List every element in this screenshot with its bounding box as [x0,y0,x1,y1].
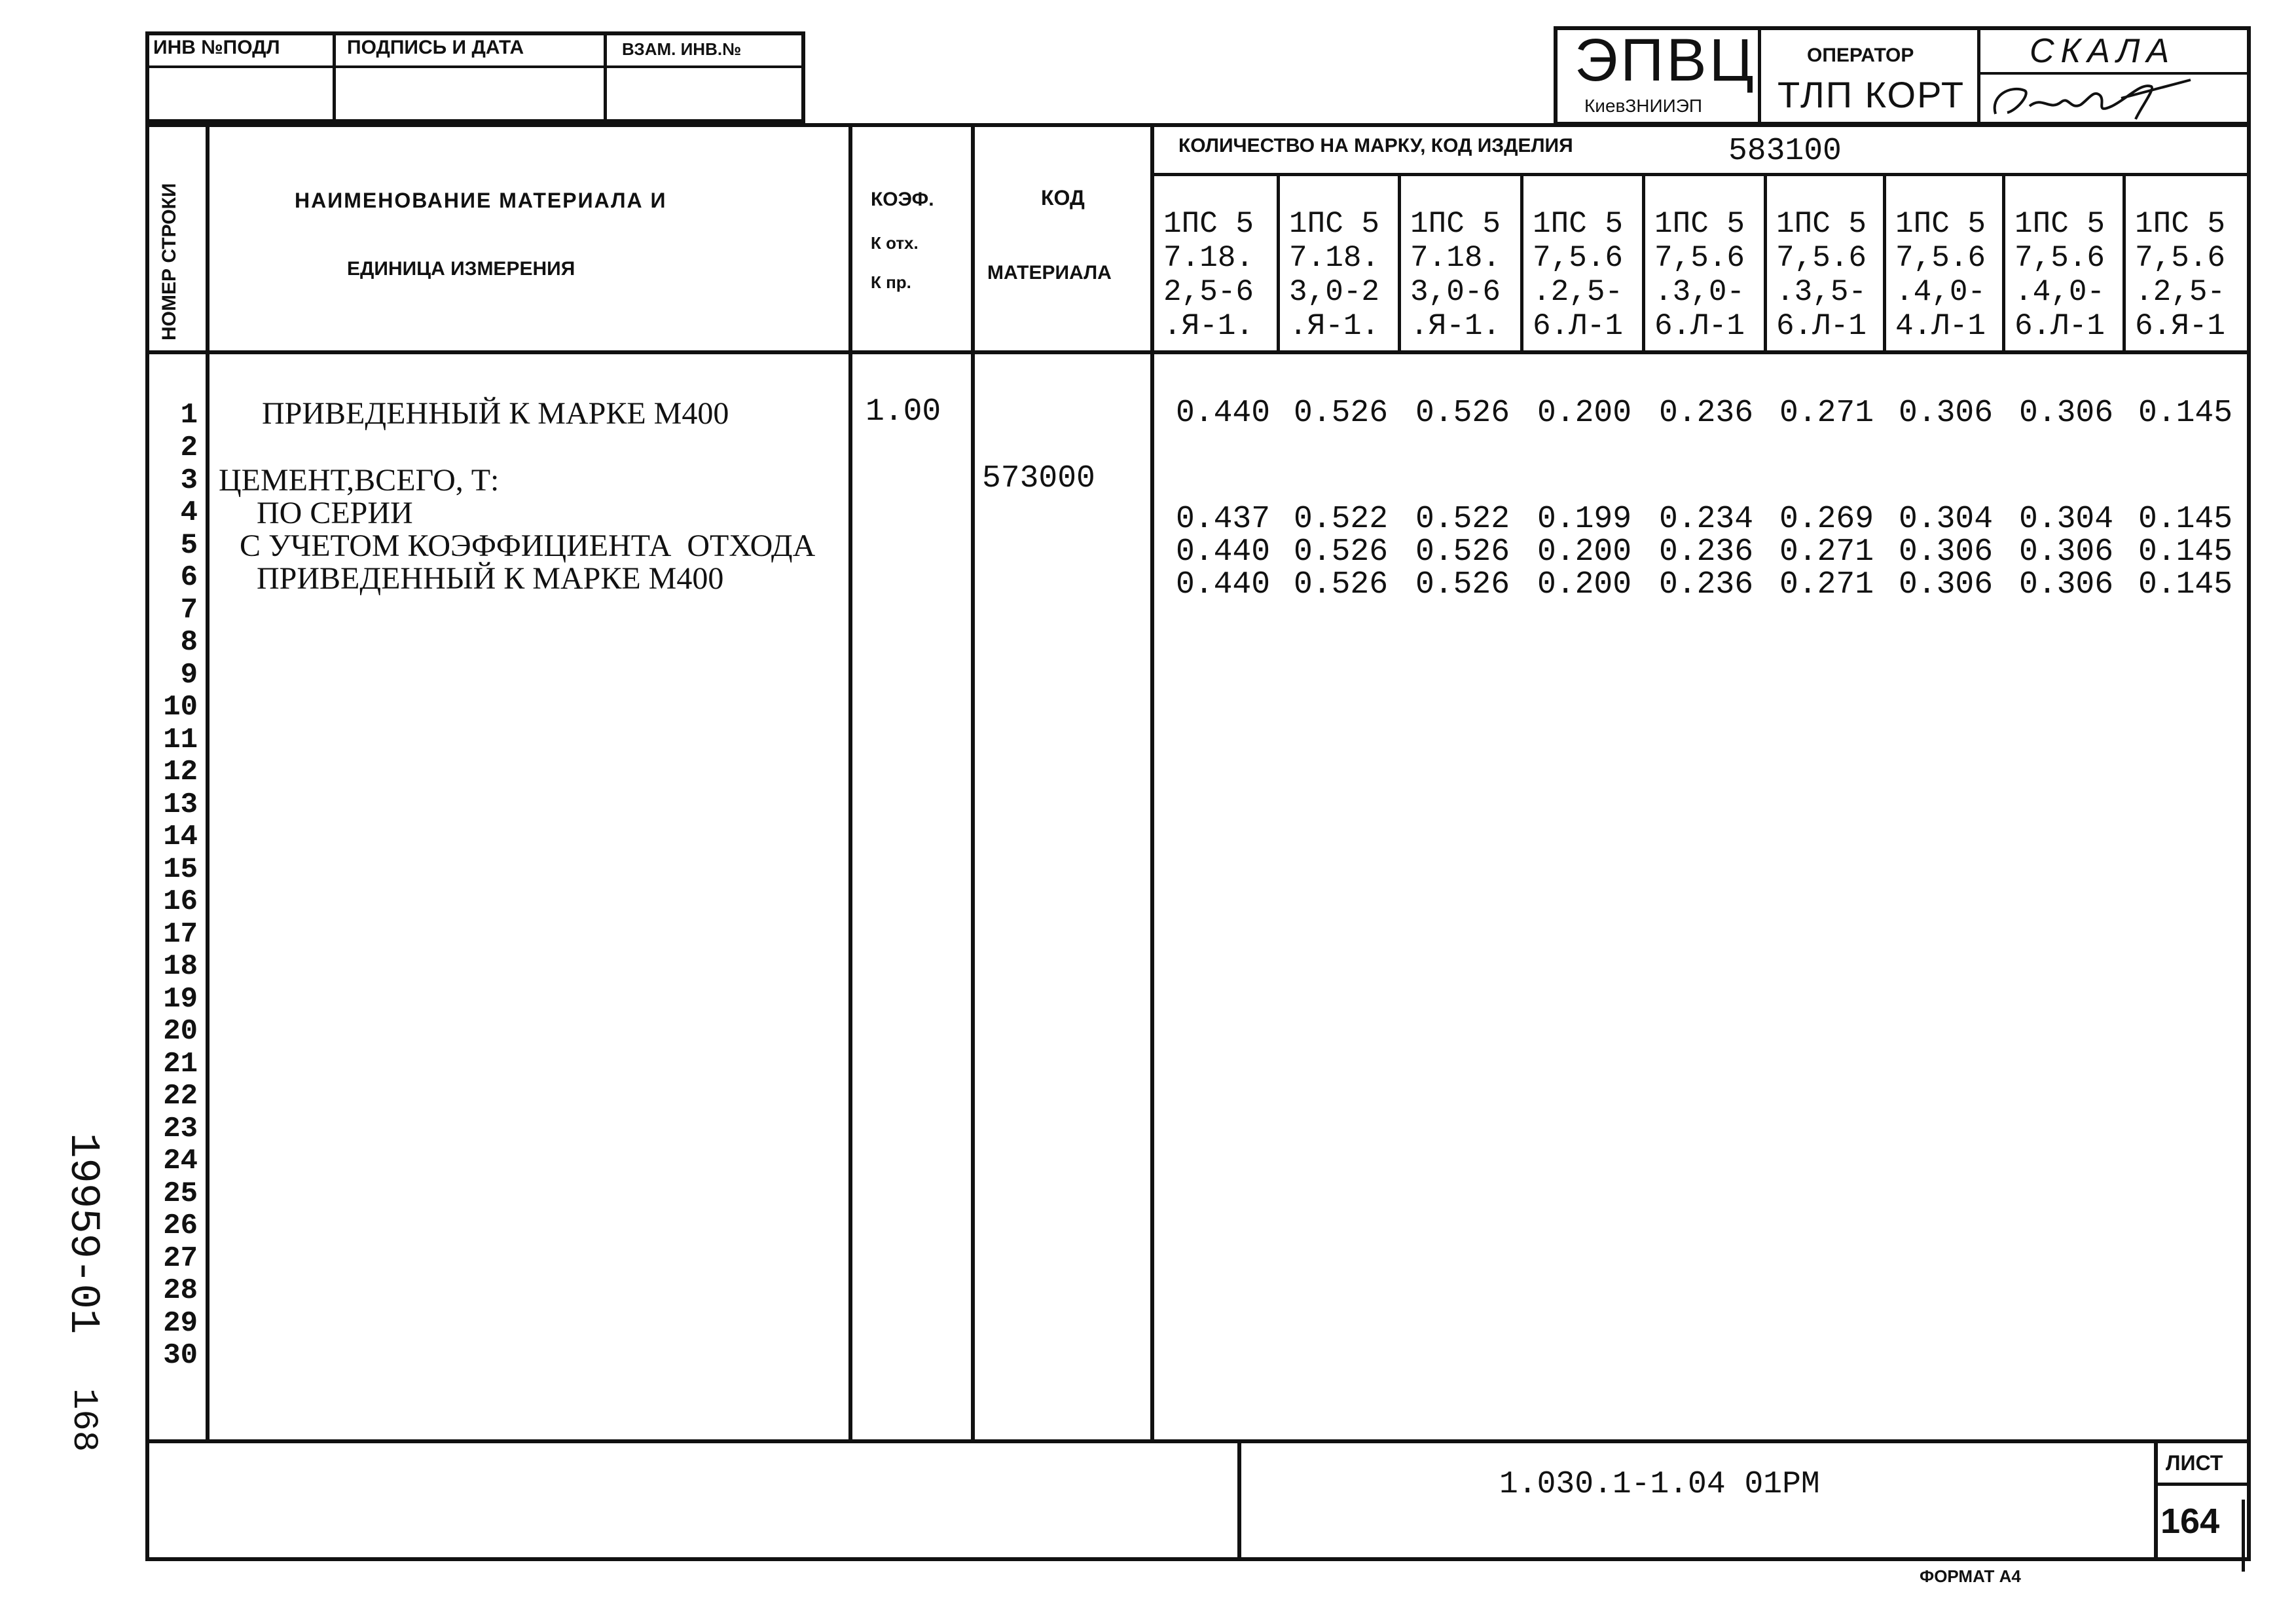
row-coef: 1.00 [866,394,941,430]
row-number: 6 [180,561,198,594]
sheet-label: ЛИСТ [2166,1451,2223,1475]
value-cell: 0.526 [1294,534,1389,570]
product-code: 583100 [1728,134,1842,169]
value-cell: 0.306 [1899,567,1994,602]
value-cell: 0.526 [1415,396,1510,431]
value-cell: 0.200 [1537,396,1632,431]
row-number: 23 [163,1113,198,1145]
page-number: 168 [64,1388,103,1452]
operator-value: ТЛП КОРТ [1777,74,1965,115]
row-number: 17 [163,918,198,951]
value-cell: 0.440 [1176,534,1271,570]
row-number: 7 [180,594,198,627]
value-cell: 0.145 [2138,396,2233,431]
row-code: 573000 [982,461,1095,496]
row-number: 30 [163,1339,198,1372]
archive-number: 19959-01 [59,1133,106,1335]
row-number: 19 [163,983,198,1016]
format-label: ФОРМАТ А4 [1920,1566,2021,1586]
row-number: 2 [180,432,198,464]
value-cell: 0.145 [2138,502,2233,537]
row-text: ПРИВЕДЕННЫЙ К МАРКЕ М400 [257,561,724,596]
operator-signature [1984,76,2193,124]
vzam-inv-label: ВЗАМ. ИНВ.№ [622,39,742,59]
value-cell: 0.306 [2019,396,2114,431]
value-cell: 0.304 [1899,502,1994,537]
material-name-header-1: НАИМЕНОВАНИЕ МАТЕРИАЛА И [295,189,667,212]
values-row-6 [1159,567,2259,604]
mark-header: 1ПС 5 7.18. 3,0-6 .Я-1. [1410,207,1501,343]
sheet-number: 164 [2160,1502,2220,1541]
coef-header-3: К пр. [871,272,911,292]
value-cell: 0.271 [1779,534,1874,570]
values-row-4 [1159,502,2259,538]
value-cell: 0.526 [1415,567,1510,602]
value-cell: 0.200 [1537,534,1632,570]
row-number: 20 [163,1015,198,1048]
mark-header: 1ПС 5 7.18. 2,5-6 .Я-1. [1163,207,1254,343]
row-number: 15 [163,853,198,886]
row-number: 9 [180,659,198,692]
org-main: ЭПВЦ [1575,27,1757,94]
material-name-header-2: ЕДИНИЦА ИЗМЕРЕНИЯ [347,258,575,280]
row-number: 27 [163,1242,198,1275]
system-name: СКАЛА [2030,32,2176,70]
mark-header: 1ПС 5 7,5.6 .2,5- 6.Я-1 [2135,207,2226,343]
row-number: 1 [180,399,198,432]
value-cell: 0.440 [1176,396,1271,431]
row-text: ПРИВЕДЕННЫЙ К МАРКЕ М400 [262,396,729,431]
row-number: 28 [163,1274,198,1307]
row-text: ЦЕМЕНТ,ВСЕГО, Т: [219,463,500,498]
value-cell: 0.236 [1659,534,1754,570]
code-header-2: МАТЕРИАЛА [987,262,1112,284]
value-cell: 0.271 [1779,567,1874,602]
mark-header: 1ПС 5 7.18. 3,0-2 .Я-1. [1289,207,1380,343]
mark-header: 1ПС 5 7,5.6 .4,0- 6.Л-1 [2014,207,2105,343]
row-number: 16 [163,885,198,918]
code-header-1: КОД [1041,186,1085,210]
row-number: 21 [163,1048,198,1080]
document-code: 1.030.1-1.04 01РМ [1499,1467,1820,1502]
value-cell: 0.200 [1537,567,1632,602]
row-number: 14 [163,821,198,853]
row-number: 25 [163,1177,198,1210]
mark-header: 1ПС 5 7,5.6 .3,5- 6.Л-1 [1776,207,1867,343]
value-cell: 0.236 [1659,567,1754,602]
value-cell: 0.306 [1899,396,1994,431]
row-number-header: НОМЕР СТРОКИ [158,183,180,341]
row-text: С УЧЕТОМ КОЭФФИЦИЕНТА ОТХОДА [240,528,816,563]
row-number: 8 [180,626,198,659]
value-cell: 0.145 [2138,567,2233,602]
value-cell: 0.199 [1537,502,1632,537]
coef-header-2: К отх. [871,233,919,253]
mark-header: 1ПС 5 7,5.6 .4,0- 4.Л-1 [1895,207,1986,343]
value-cell: 0.526 [1294,396,1389,431]
org-sub: КиевЗНИИЭП [1584,96,1703,116]
value-cell: 0.306 [1899,534,1994,570]
row-number: 5 [180,529,198,562]
row-number: 12 [163,756,198,788]
row-number: 18 [163,950,198,983]
value-cell: 0.522 [1294,502,1389,537]
row-number: 29 [163,1307,198,1340]
row-number: 10 [163,691,198,724]
value-cell: 0.526 [1415,534,1510,570]
values-row-5 [1159,534,2259,571]
mark-header: 1ПС 5 7,5.6 .2,5- 6.Л-1 [1533,207,1624,343]
row-number: 4 [180,496,198,529]
mark-header: 1ПС 5 7,5.6 .3,0- 6.Л-1 [1654,207,1745,343]
row-number: 3 [180,464,198,497]
row-number: 13 [163,788,198,821]
row-number: 22 [163,1080,198,1113]
value-cell: 0.145 [2138,534,2233,570]
operator-label: ОПЕРАТОР [1807,45,1914,66]
value-cell: 0.271 [1779,396,1874,431]
value-cell: 0.522 [1415,502,1510,537]
value-cell: 0.269 [1779,502,1874,537]
row-number: 26 [163,1209,198,1242]
row-text: ПО СЕРИИ [257,496,413,530]
row-number: 24 [163,1145,198,1177]
coef-header-1: КОЭФ. [871,189,934,210]
value-cell: 0.234 [1659,502,1754,537]
value-cell: 0.304 [2019,502,2114,537]
value-cell: 0.306 [2019,567,2114,602]
row-number: 11 [163,724,198,756]
values-row-1 [1159,396,2259,432]
value-cell: 0.236 [1659,396,1754,431]
signature-date-label: ПОДПИСЬ И ДАТА [347,37,524,58]
value-cell: 0.526 [1294,567,1389,602]
value-cell: 0.437 [1176,502,1271,537]
value-cell: 0.440 [1176,567,1271,602]
quantity-header: КОЛИЧЕСТВО НА МАРКУ, КОД ИЗДЕЛИЯ [1178,135,1573,157]
inv-podl-label: ИНВ №ПОДЛ [153,37,280,58]
value-cell: 0.306 [2019,534,2114,570]
